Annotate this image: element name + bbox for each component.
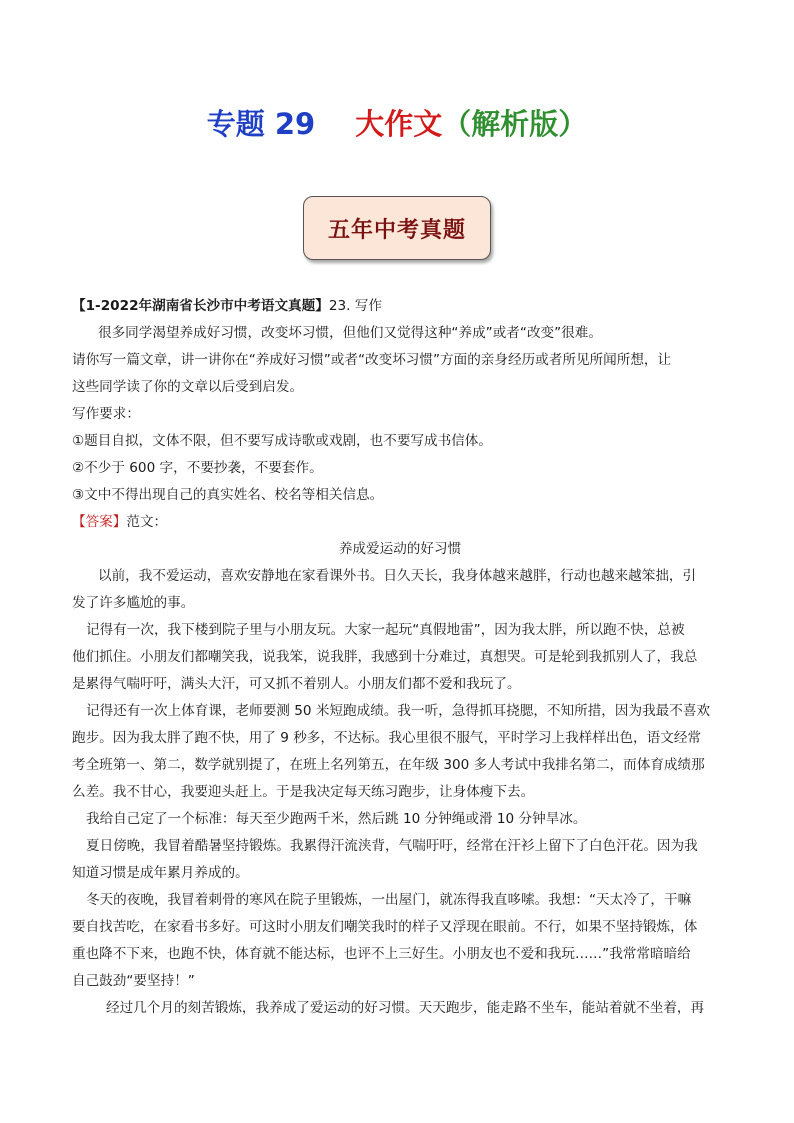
question-header (72, 293, 728, 320)
question-number: 23. 写作 (328, 298, 382, 314)
essay-line: 记得有一次，我下楼到院子里与小朋友玩。大家一起玩“真假地雷”，因为我太胖，所以跑不快，总被 (86, 622, 685, 638)
requirement-item: ①题目自拟，文体不限，但不要写成诗歌或戏剧，也不要写成书信体。 (72, 433, 492, 449)
essay-title: 养成爱运动的好习惯 (338, 541, 462, 557)
prompt-line: 很多同学渴望养成好习惯，改变坏习惯，但他们又觉得这种“养成”或者“改变”很难。 (98, 325, 602, 341)
essay-line: 以前，我不爱运动，喜欢安静地在家看课外书。日久天长，我身体越来越胖，行动也越来越笨拙，引 (98, 568, 697, 584)
prompt-line: 这些同学读了你的文章以后受到启发。 (72, 379, 304, 395)
essay-line: 记得还有一次上体育课，老师要测 50 米短跑成绩。我一听，急得抓耳挠腮，不知所措，因为我最不喜欢 (86, 703, 711, 719)
essay-line: 重也降不下来，也跑不快，体育就不能达标，也评不上三好生。小朋友也不爱和我玩……”我常常暗暗给 (72, 946, 691, 962)
page-title (0, 104, 794, 144)
essay-line: 冬天的夜晚，我冒着刺骨的寒风在院子里锻炼，一出屋门，就冻得我直哆嗦。我想：“天太冷了，干嘛 (86, 892, 692, 908)
essay-line: 知道习惯是成年累月养成的。 (72, 865, 249, 881)
essay-line: 要自找苦吃，在家看书多好。可这时小朋友们嘲笑我时的样子又浮现在眼前。不行，如果不坚持锻炼，体 (72, 919, 698, 935)
section-label-box (303, 196, 491, 260)
essay-line: 么差。我不甘心，我要迎头赶上。于是我决定每天练习跑步，让身体瘦下去。 (72, 784, 535, 800)
essay-line: 我给自己定了一个标准：每天至少跑两千米，然后跳 10 分钟绳或滑 10 分钟旱冰。 (86, 811, 587, 827)
prompt-line: 请你写一篇文章，讲一讲你在“养成好习惯”或者“改变坏习惯”方面的亲身经历或者所见所闻所想，让 (72, 352, 672, 368)
document-body (72, 293, 728, 1022)
essay-line: 夏日傍晚，我冒着酷暑坚持锻炼。我累得汗流浃背，气喘吁吁，经常在汗衫上留下了白色汗花。因为我 (86, 838, 698, 854)
answer-label: 范文： (126, 514, 168, 530)
question-source: 【1-2022年湖南省长沙市中考语文真题】 (72, 298, 329, 314)
title-topic: 专题 29 (206, 107, 316, 141)
essay-line: 跑步。因为我太胖了跑不快，用了 9 秒多，不达标。我心里很不服气，平时学习上我样样出色，语文经常 (72, 730, 702, 746)
title-subject: 大作文 (355, 107, 443, 141)
requirements-header: 写作要求： (72, 406, 140, 422)
essay-line: 发了许多尴尬的事。 (72, 595, 195, 611)
requirement-item: ②不少于 600 字，不要抄袭，不要套作。 (72, 460, 323, 476)
essay-line: 经过几个月的刻苦锻炼，我养成了爱运动的好习惯。天天跑步，能走路不坐车，能站着就不坐着，再 (106, 1000, 705, 1016)
answer-tag: 【答案】 (72, 514, 127, 530)
answer-header (72, 509, 728, 536)
section-label: 五年中考真题 (327, 216, 466, 243)
essay-line: 考全班第一、第二，数学就别提了，在班上名列第五，在年级 300 多人考试中我排名第二，而体育成绩那 (72, 757, 705, 773)
essay-line: 自己鼓劲“要坚持！” (72, 973, 195, 989)
title-version: （解析版） (442, 107, 588, 141)
essay-line: 他们抓住。小朋友们都嘲笑我，说我笨，说我胖，我感到十分难过，真想哭。可是轮到我抓别人了，我总 (72, 649, 698, 665)
essay-line: 是累得气喘吁吁，满头大汗，可又抓不着别人。小朋友们都不爱和我玩了。 (72, 676, 521, 692)
requirement-item: ③文中不得出现自己的真实姓名、校名等相关信息。 (72, 487, 384, 503)
